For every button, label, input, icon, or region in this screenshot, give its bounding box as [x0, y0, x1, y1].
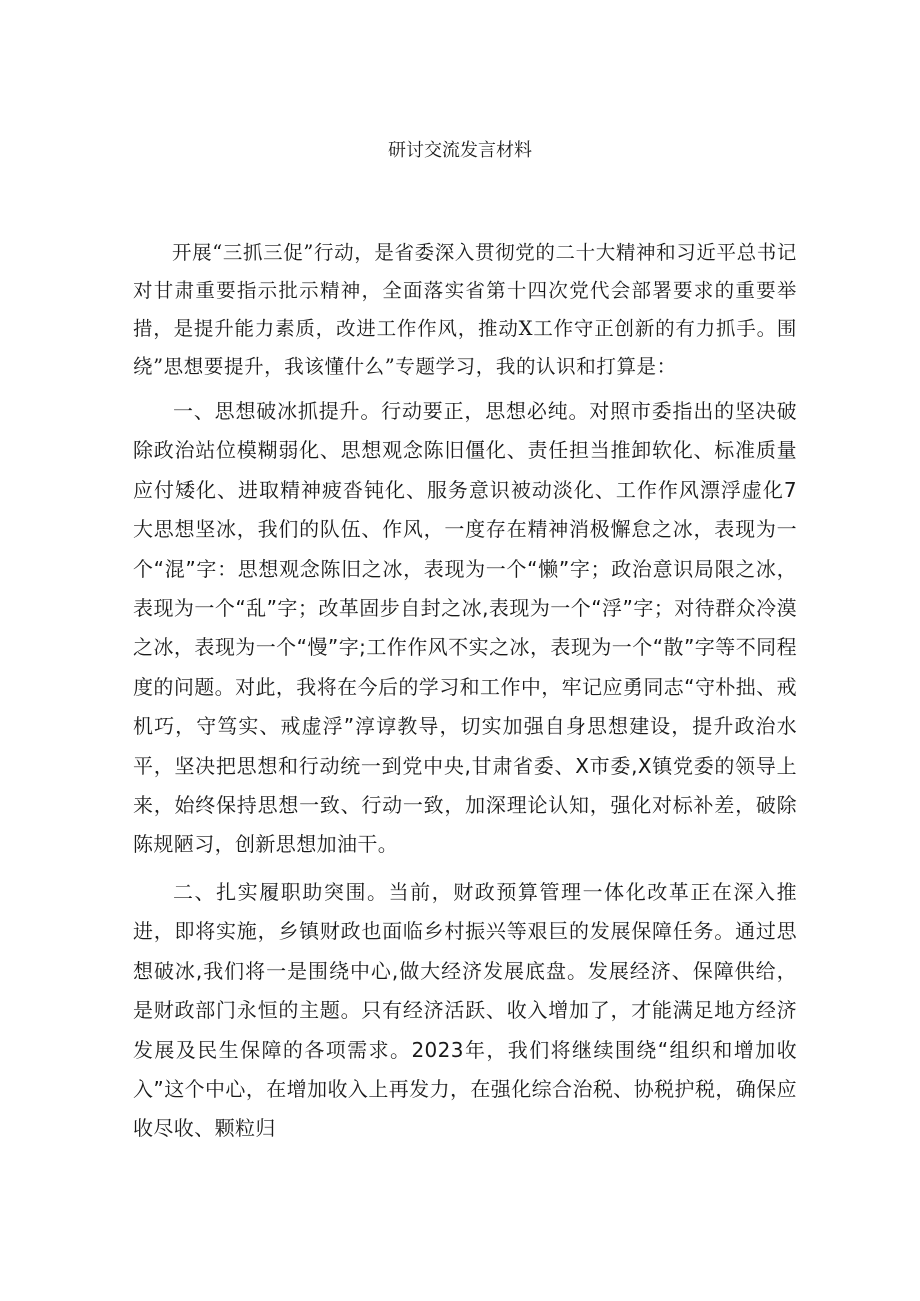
section-two-paragraph: 二、扎实履职助突围。当前，财政预算管理一体化改革正在深入推进，即将实施，乡镇财政也面临乡村振兴等艰巨的发展保障任务。通过思想破冰,我们将一是围绕中心,做大经济发展底盘。发展经济、保障供给，是财政部门永恒的主题。只有经济活跃、收入增加了，才能满足地方经济发展及民生保障的各项需求。2023年，我们将继续围绕“组织和增加收入”这个中心，在增加收入上再发力，在强化综合治税、协税护税，确保应收尽收、颗粒归 — [133, 879, 797, 1141]
intro-paragraph: 开展“三抓三促”行动，是省委深入贯彻党的二十大精神和习近平总书记对甘肃重要指示批示精神，全面落实省第十四次党代会部署要求的重要举措，是提升能力素质，改进工作作风，推动X工作守正创新的有力抓手。围绕”思想要提升，我该懂什么”专题学习，我的认识和打算是： — [133, 241, 797, 378]
document-body — [133, 234, 797, 1149]
document-title: 研讨交流发言材料 — [388, 140, 532, 161]
section-one-paragraph: 一、思想破冰抓提升。行动要正，思想必纯。对照市委指出的坚决破除政治站位模糊弱化、思想观念陈旧僵化、责任担当推卸软化、标准质量应付矮化、进取精神疲沓钝化、服务意识被动淡化、工作作风漂浮虚化7大思想坚冰，我们的队伍、作风，一度存在精神消极懈怠之冰，表现为一个“混”字：思想观念陈旧之冰，表现为一个“懒”字；政治意识局限之冰，表现为一个“乱”字；改革固步自封之冰,表现为一个“浮”字；对待群众冷漠之冰，表现为一个“慢”字;工作作风不实之冰，表现为一个“散”字等不同程度的问题。对此，我将在今后的学习和工作中，牢记应勇同志“守朴拙、戒机巧，守笃实、戒虚浮”淳谆教导，切实加强自身思想建设，提升政治水平，坚决把思想和行动统一到党中央,甘肃省委、X市委,X镇党委的领导上来，始终保持思想一致、行动一致，加深理论认知，强化对标补差，破除陈规陋习，创新思想加油干。 — [133, 399, 797, 857]
